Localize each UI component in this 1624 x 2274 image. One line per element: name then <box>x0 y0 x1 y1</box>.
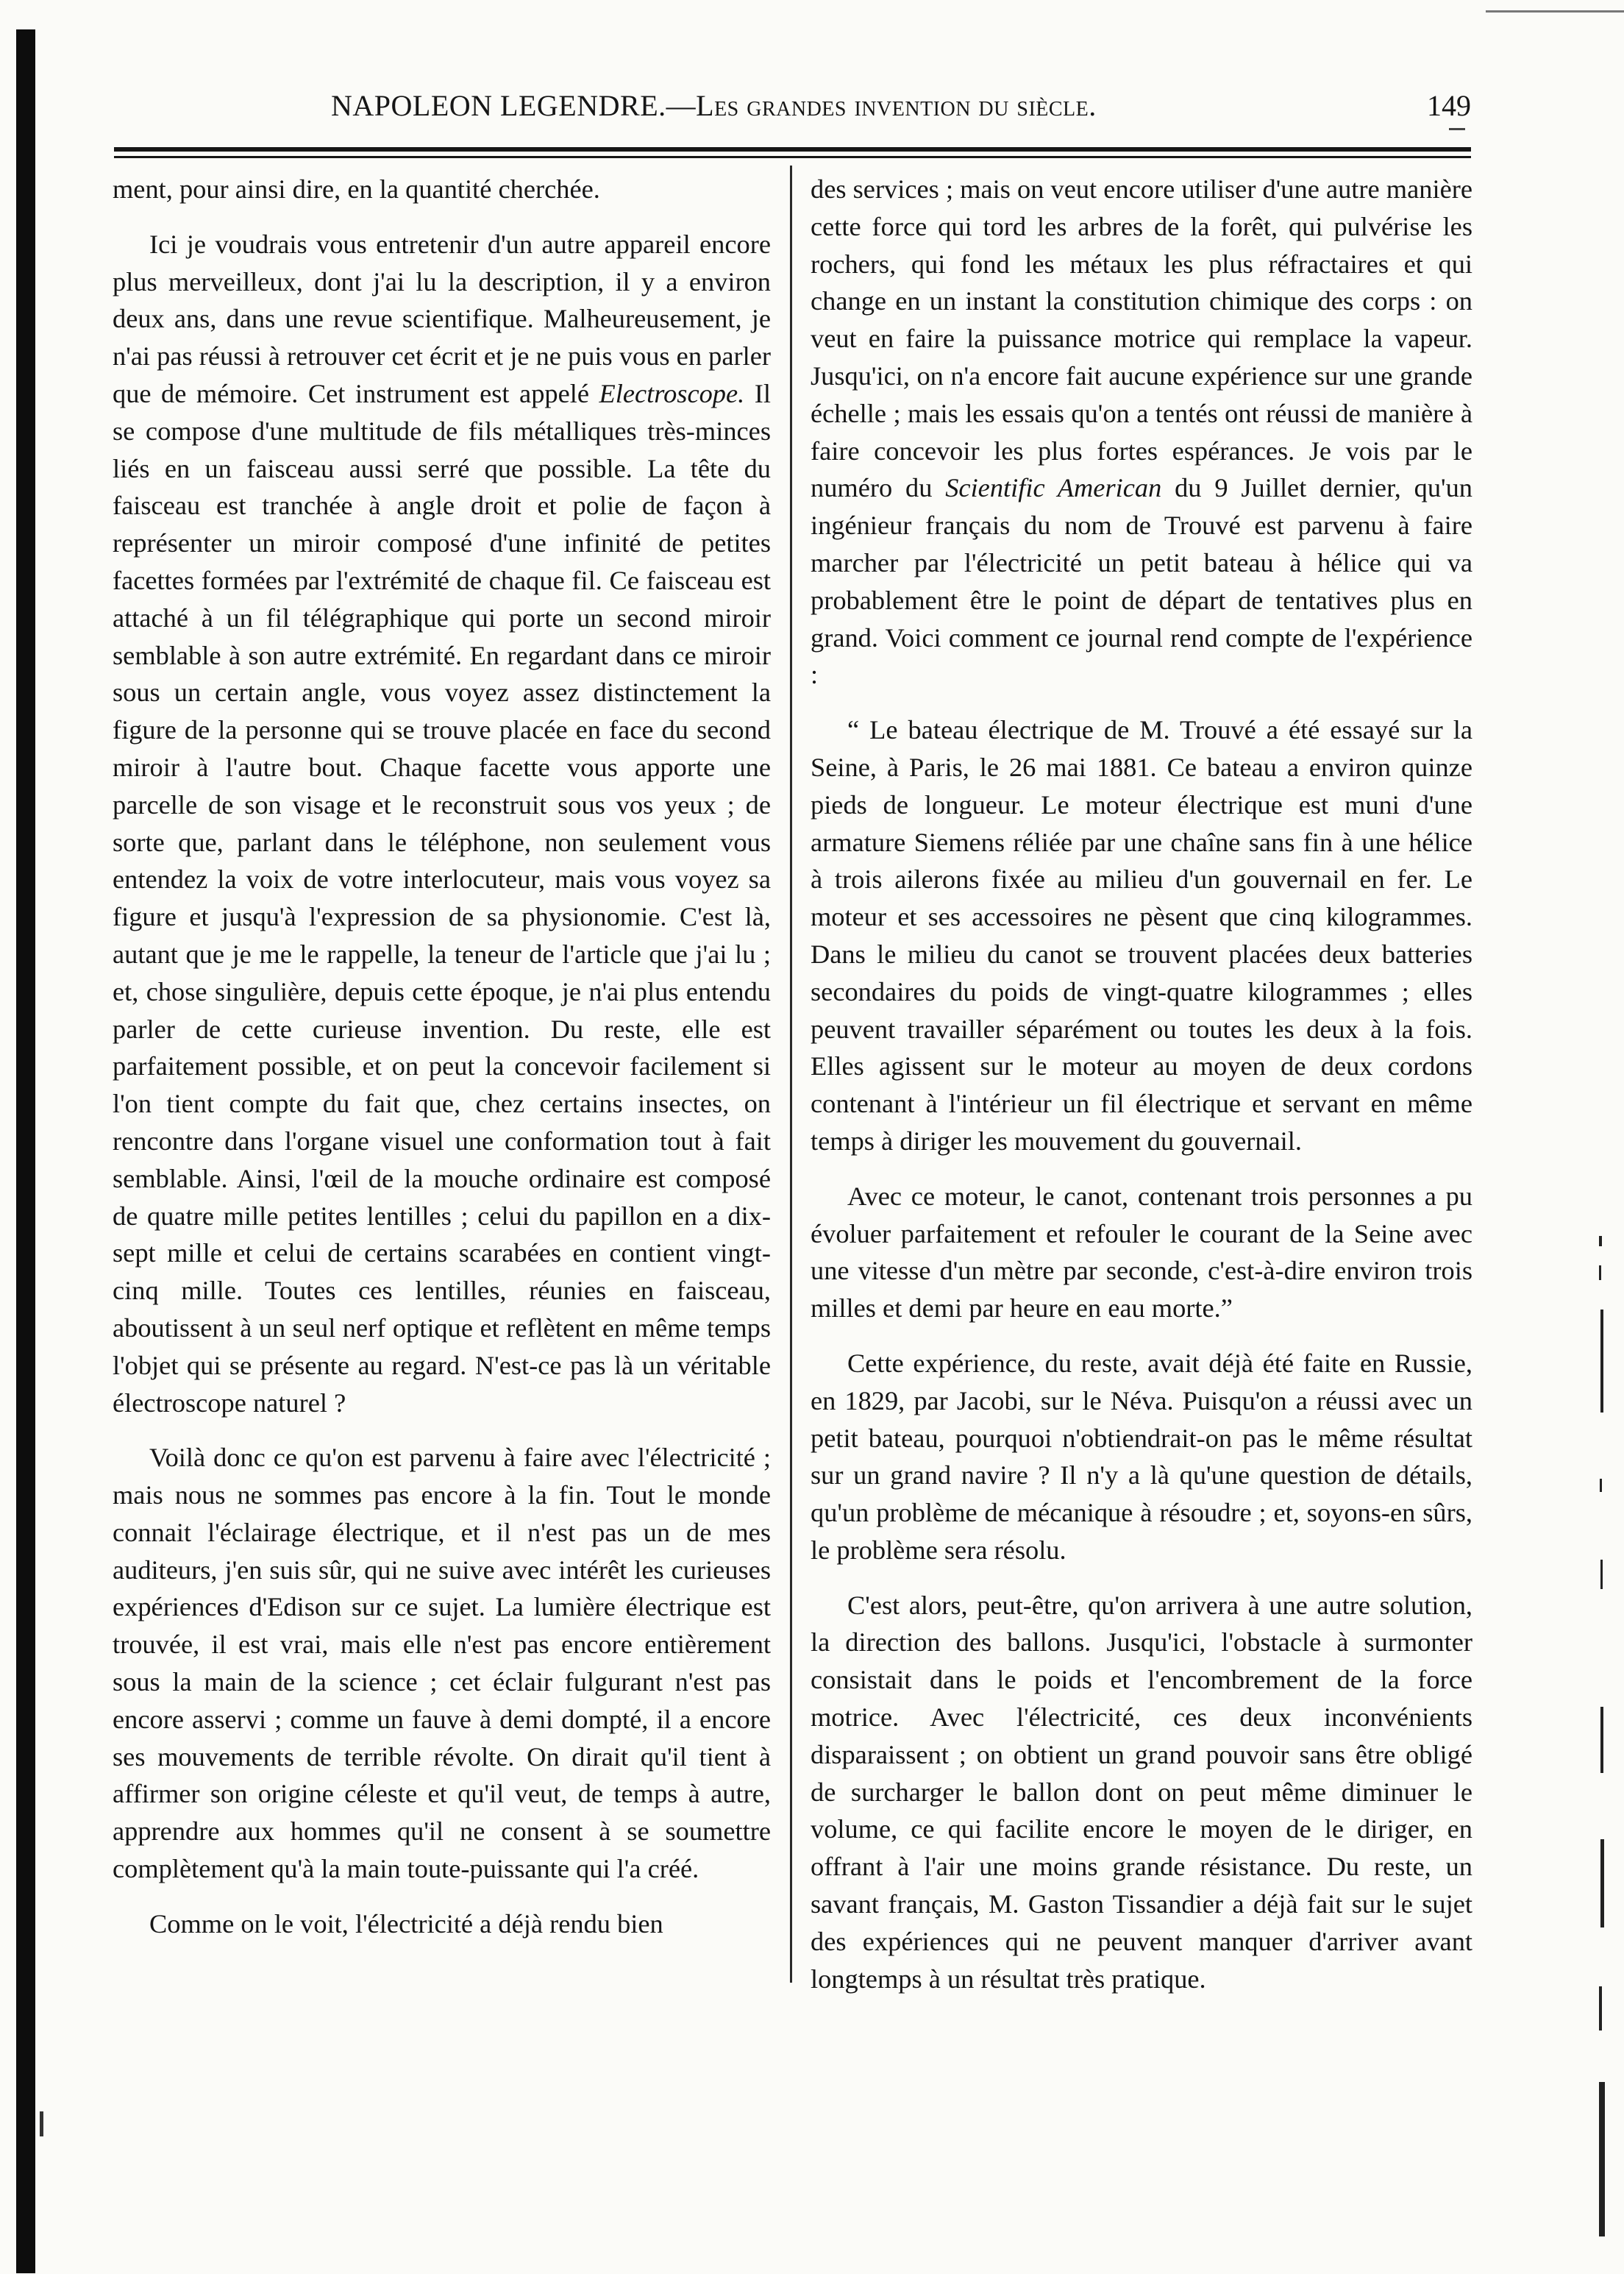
running-head-title-initial: L <box>696 89 715 122</box>
running-head <box>331 88 1097 123</box>
right-paragraph-5: C'est alors, peut-être, qu'on arrivera à une autre solution, la direction des ballons. Jusqu'ici, l'obstacle à surmonter consistait dans le poids et l'encombrement de la force motrice. Avec l'électricité, ces deux inconvénients disparaissent ; on obtient un grand pouvoir sans être obligé de surcharger le ballon dont on peut même diminuer le volume, ce qui facilite encore le moyen de le diriger, en offrant à l'air une moins grande résistance. Du reste, un savant français, M. Gaston Tissandier a déjà fait sur le sujet des expériences qui ne peuvent manquer d'arriver avant longtemps à un résultat très pratique. <box>811 1590 1472 1994</box>
margin-scan-noise <box>1589 1236 1618 2266</box>
right-paragraph-4: Cette expérience, du reste, avait déjà été faite en Russie, en 1829, par Jacobi, sur le Néva. Puisqu'on a réussi avec un petit bateau, pourquoi n'obtiendrait-on pas le même résultat sur un grand navire ? Il n'y a là qu'une question de détails, qu'un problème de mécanique à résoudre ; et, soyons-en sûrs, le problème sera résolu. <box>811 1348 1472 1565</box>
column-divider <box>790 166 792 1983</box>
page-number: 149 <box>1427 89 1471 122</box>
scan-speck <box>1600 1707 1603 1773</box>
left-paragraph-3: Voilà donc ce qu'on est parvenu à faire avec l'électricité ; mais nous ne sommes pas encore à la fin. Tout le monde connait l'éclairage électrique, et il n'est pas un de mes auditeurs, j'en suis sûr, qui ne suive avec intérêt les curieuses expériences d'Edison sur ce sujet. La lumière électrique est trouvée, il est vrai, mais elle n'est pas encore entièrement sous la main de la science ; cet éclair fulgurant n'est pas encore asservi ; comme un fauve à demi dompté, il a encore ses mouvements de terrible révolte. On dirait qu'il tient à affirmer son origine céleste et qu'il veut, de temps à autre, apprendre aux hommes qu'il ne consent à se soumettre complètement qu'à la main toute-puissante qui l'a créé. <box>113 1443 771 1884</box>
scan-speck <box>1599 1265 1601 1280</box>
header-rule-thin <box>114 156 1471 158</box>
scientific-american-title: Scientific American <box>945 473 1162 503</box>
scan-speck <box>1600 1560 1603 1589</box>
page-header <box>110 82 1471 127</box>
running-head-dash: — <box>666 89 697 122</box>
left-paragraph-2 <box>113 226 771 1422</box>
left-paragraph-2-text-a: Ici je voudrais vous entretenir d'un autre appareil encore plus merveilleux, dont j'ai lu la description, il y a environ deux ans, dans une revue scientifique. Malheureusement, je n'ai pas réussi à retrouver cet écrit et je ne puis vous en parler que de mémoire. Cet instrument est appelé <box>113 229 771 408</box>
electroscope-term: Electroscope. <box>599 378 745 408</box>
right-paragraph-1 <box>811 171 1472 694</box>
scan-speck <box>1600 1839 1604 1927</box>
quotation-paragraph-1: “ Le bateau électrique de M. Trouvé a été essayé sur la Seine, à Paris, le 26 mai 1881. Ce bateau a environ quinze pieds de longueur. Le moteur électrique est muni d'une armature Siemens réliée par une chaîne sans fin à une hélice à trois ailerons fixée au milieu d'un gouvernail en fer. Le moteur et ses accessoires ne pèsent que cinq kilogrammes. Dans le milieu du canot se trouvent placées deux batteries secondaires du poids de vingt-quatre kilogrammes ; elles peuvent travailler séparément ou toutes les deux à la fois. Elles agissent sur le moteur au moyen de deux cordons contenant à l'intérieur un fil électrique et servant en même temps à diriger les mouvement du gouvernail. <box>811 715 1472 1156</box>
page-number-mark <box>1449 128 1465 130</box>
right-paragraph-1-text-b: du 9 Juillet dernier, qu'un ingénieur français du nom de Trouvé est parvenu à faire marcher par l'électricité un petit bateau à hélice qui va probablement être le point de départ de tentatives plus en grand. Voici comment ce journal rend compte de l'expérience : <box>811 473 1472 690</box>
scan-speck <box>1600 1479 1602 1492</box>
quotation-paragraph-2: Avec ce moteur, le canot, contenant trois personnes a pu évoluer parfaitement et refouler le courant de la Seine avec une vitesse d'un mètre par seconde, c'est-à-dire environ trois milles et demi par heure en eau morte.” <box>811 1181 1472 1323</box>
scan-speck <box>1599 1986 1602 2030</box>
running-head-title: es grandes invention du siècle. <box>714 89 1097 122</box>
header-rule-thick <box>114 147 1471 152</box>
left-column <box>113 171 771 1943</box>
binding-edge <box>16 29 35 2273</box>
left-paragraph-2-text-b: Il se compose d'une multitude de fils métalliques très-minces liés en un faisceau aussi serré que possible. La tête du faisceau est tranchée à angle droit et polie de façon à représenter un miroir composé d'une infinité de petites facettes formées par l'extrémité de chaque fil. Ce faisceau est attaché à un fil télégraphique qui porte un second miroir semblable à son autre extrémité. En regardant dans ce miroir sous un certain angle, vous voyez assez distinctement la figure de la personne qui se trouve placée en face du second miroir à l'autre bout. Chaque facette vous apporte une parcelle de son visage et le reconstruit sous vos yeux ; de sorte que, parlant dans le téléphone, non seulement vous entendez la voix de votre interlocuteur, mais vous voyez sa figure et jusqu'à l'expression de sa physionomie. C'est là, autant que je me le rappelle, la teneur de l'article que j'ai lu ; et, chose singulière, depuis cette époque, je n'ai plus entendu parler de cette curieuse invention. Du reste, elle est parfaitement possible, et on peut la concevoir facilement si l'on tient compte du fait que, chez certains insectes, on rencontre dans l'organe visuel une conformation tout à fait semblable. Ainsi, l'œil de la mouche ordinaire est composé de quatre mille petites lentilles ; celui du papillon en a dix-sept mille et celui de certains scarabées en contient vingt-cinq mille. Toutes ces lentilles, réunies en faisceau, aboutissent à un seul nerf optique et reflètent en même temps l'objet qui se présente au regard. N'est-ce pas là un véritable électroscope naturel ? <box>113 378 771 1418</box>
running-head-author: NAPOLEON LEGENDRE. <box>331 89 666 122</box>
scan-speck <box>1600 1310 1603 1413</box>
left-paragraph-4: Comme on le voit, l'électricité a déjà rendu bien <box>149 1908 663 1939</box>
scan-speck <box>1599 1236 1602 1246</box>
top-edge-rule <box>1486 10 1624 13</box>
right-paragraph-1-text-a: des services ; mais on veut encore utiliser d'une autre manière cette force qui tord les arbres de la forêt, qui pulvérise les rochers, qui fond les métaux les plus réfractaires et qui change en un instant la constitution chimique des corps : on veut en faire la puissance motrice qui remplace la vapeur. Jusqu'ici, on n'a encore fait aucune expérience sur une grande échelle ; mais les essais qu'on a tentés ont réussi de manière à faire concevoir les plus fortes espérances. Je vois par le numéro du <box>811 174 1472 503</box>
binding-mark <box>40 2111 43 2136</box>
left-paragraph-1: ment, pour ainsi dire, en la quantité cherchée. <box>113 174 600 204</box>
scan-speck <box>1599 2082 1605 2236</box>
right-column <box>811 171 1472 1997</box>
